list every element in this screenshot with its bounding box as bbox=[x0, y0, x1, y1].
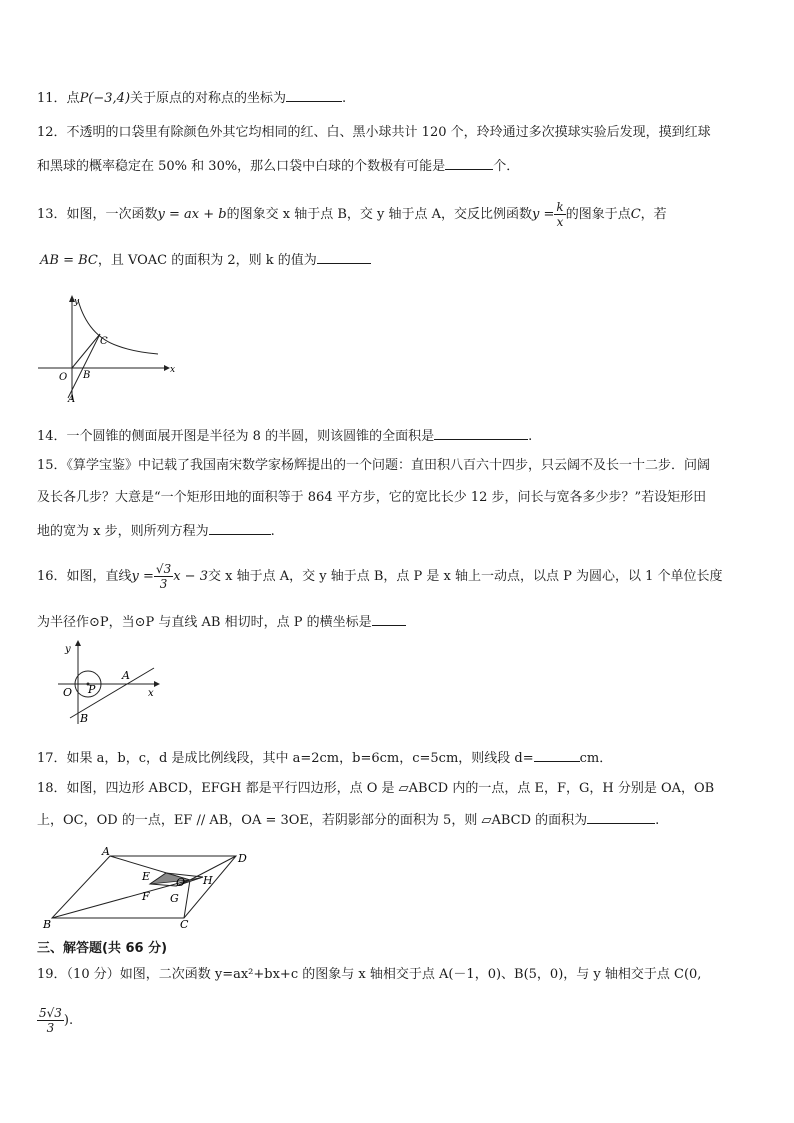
q19-frac-numerator: 5√3 bbox=[39, 1006, 62, 1020]
q18-end: . bbox=[655, 813, 660, 828]
q16-label-a: A bbox=[122, 669, 130, 682]
q11-text-pre: 点 bbox=[66, 91, 80, 106]
q18-label-b: B bbox=[43, 918, 52, 931]
q16-label-y: y bbox=[65, 644, 71, 655]
q16-answer-blank[interactable] bbox=[372, 612, 406, 626]
q16-label-b: B bbox=[80, 712, 89, 725]
q12-text-post: 个． bbox=[493, 159, 520, 174]
q18-parallelogram-abcd bbox=[52, 856, 236, 918]
question-16-line-2 bbox=[37, 612, 406, 632]
question-15-line-1: 15．《算学宝鉴》中记载了我国南宋数学家杨辉提出的一个问题：直田积八百六十四步，只云阔不及长一十二步．问阔 bbox=[37, 458, 711, 473]
q13-frac-numerator: k bbox=[556, 200, 564, 214]
q16-frac-denominator: 3 bbox=[159, 577, 168, 591]
q13-frac-denominator: x bbox=[556, 215, 564, 229]
q18-label-c: C bbox=[180, 918, 189, 931]
q16-y-arrow-icon bbox=[75, 640, 81, 646]
q14-end: . bbox=[528, 429, 533, 444]
q17-answer-blank[interactable] bbox=[534, 748, 580, 762]
q18-label-h: H bbox=[203, 874, 213, 887]
q13-text-post: 的图象于点 bbox=[565, 207, 631, 222]
q13-frac-lhs: y = bbox=[532, 207, 555, 222]
q18-label-f: F bbox=[142, 890, 150, 903]
q13-label-y: y bbox=[74, 297, 80, 307]
q19-fraction bbox=[37, 1006, 64, 1035]
q16-text-mid: 交 x 轴于点 A，交 y 轴于点 B，点 P 是 x 轴上一动点，以点 P 为圆心，以 1 个单位长度 bbox=[207, 569, 723, 584]
q16-label-p: P bbox=[88, 683, 96, 696]
q11-point: P(−3,4) bbox=[79, 91, 131, 106]
q16-text-line2: 为半径作⊙P，当⊙P 与直线 AB 相切时，点 P 的横坐标是 bbox=[37, 615, 372, 630]
question-13-line-1 bbox=[37, 200, 667, 230]
q17-text-post: cm． bbox=[579, 751, 613, 766]
q11-answer-blank[interactable] bbox=[286, 88, 342, 102]
q13-point-c: C bbox=[630, 207, 641, 222]
q13-text-line2: ，且 VOAC 的面积为 2，则 k 的值为 bbox=[97, 253, 317, 268]
q14-text: 14．一个圆锥的侧面展开图是半径为 8 的半圆，则该圆锥的全面积是 bbox=[37, 429, 435, 444]
q15-answer-blank[interactable] bbox=[209, 521, 271, 535]
q13-label-o: O bbox=[59, 372, 68, 383]
q15-text-pre: 地的宽为 x 步，则所列方程为 bbox=[37, 524, 209, 539]
question-16-line-1 bbox=[37, 562, 723, 592]
q19-frac-denominator: 3 bbox=[46, 1021, 55, 1035]
q16-figure bbox=[56, 638, 168, 730]
q13-label-a: A bbox=[68, 394, 76, 405]
q11-number: 11． bbox=[37, 91, 67, 106]
q18-label-o: O bbox=[176, 876, 186, 889]
question-18-line-1: 18．如图，四边形 ABCD，EFGH 都是平行四边形，点 O 是 ▱ABCD 内的一点，点 E，F，G，H 分别是 OA，OB bbox=[37, 781, 715, 796]
question-14 bbox=[37, 426, 532, 446]
question-18-line-2 bbox=[37, 810, 659, 830]
q13-linear-function: y = ax + b bbox=[157, 207, 227, 222]
q13-label-x: x bbox=[170, 365, 176, 375]
section-3-heading: 三、解答题(共 66 分) bbox=[37, 941, 168, 956]
question-13-line-2 bbox=[40, 250, 371, 270]
question-17 bbox=[37, 748, 612, 768]
q13-figure bbox=[34, 292, 174, 404]
q16-eq-tail: x − 3 bbox=[173, 569, 208, 584]
question-19-line-2 bbox=[37, 1004, 73, 1038]
q18-label-d: D bbox=[238, 852, 247, 865]
q16-frac-numerator: √3 bbox=[155, 562, 172, 576]
q12-answer-blank[interactable] bbox=[445, 156, 493, 170]
q18-label-g: G bbox=[170, 892, 179, 905]
q16-label-o: O bbox=[63, 686, 73, 699]
question-11 bbox=[37, 88, 346, 108]
q16-label-x: x bbox=[148, 688, 154, 699]
q16-y-eq: y = bbox=[131, 569, 154, 584]
q18-answer-blank[interactable] bbox=[587, 810, 655, 824]
question-15-line-3 bbox=[37, 521, 275, 541]
question-12-line-1: 12．不透明的口袋里有除颜色外其它均相同的红、白、黑小球共计 120 个，玲玲通过多次摸球实验后发现，摸到红球 bbox=[37, 125, 711, 140]
q13-text-pre: 13．如图，一次函数 bbox=[37, 207, 158, 222]
q12-text-pre: 和黑球的概率稳定在 50% 和 30%，那么口袋中白球的个数极有可能是 bbox=[37, 159, 446, 174]
q17-text-pre: 17．如果 a，b，c，d 是成比例线段，其中 a=2cm，b=6cm，c=5cm，则线段 d= bbox=[37, 751, 534, 766]
q13-fraction bbox=[554, 200, 565, 229]
q19-end: ). bbox=[63, 1013, 74, 1028]
q18-label-e: E bbox=[142, 870, 151, 883]
q16-text-pre: 16．如图，直线 bbox=[37, 569, 132, 584]
q13-linear-line bbox=[68, 334, 100, 398]
q11-text-post: 关于原点的对称点的坐标为 bbox=[130, 91, 287, 106]
q16-x-arrow-icon bbox=[154, 681, 160, 687]
q18-label-a: A bbox=[102, 845, 110, 858]
q13-text-end: ，若 bbox=[640, 207, 667, 222]
q16-fraction bbox=[154, 562, 173, 591]
q18-text-pre: 上，OC，OD 的一点，EF // AB，OA = 3OE，若阴影部分的面积为 5，则 ▱ABCD 的面积为 bbox=[37, 813, 588, 828]
question-19-line-1: 19．（10 分）如图，二次函数 y=ax²+bx+c 的图象与 x 轴相交于点 A(－1，0)、B(5，0)，与 y 轴相交于点 C(0, bbox=[37, 967, 702, 982]
q16-line-ab bbox=[70, 668, 154, 718]
q18-figure bbox=[40, 846, 262, 930]
q13-label-b: B bbox=[83, 370, 91, 381]
question-12-line-2 bbox=[37, 156, 519, 176]
question-15-line-2: 及长各几步？大意是“一个矩形田地的面积等于 864 平方步，它的宽比长少 12 步，问长与宽各多少步？”若设矩形田 bbox=[37, 490, 707, 505]
q11-end: . bbox=[342, 91, 347, 106]
q13-equation: AB = BC bbox=[40, 253, 98, 268]
q13-text-mid: 的图象交 x 轴于点 B，交 y 轴于点 A，交反比例函数 bbox=[226, 207, 533, 222]
q14-answer-blank[interactable] bbox=[434, 426, 528, 440]
q15-end: . bbox=[270, 524, 275, 539]
q13-answer-blank[interactable] bbox=[317, 250, 371, 264]
q13-label-c: C bbox=[100, 336, 108, 347]
